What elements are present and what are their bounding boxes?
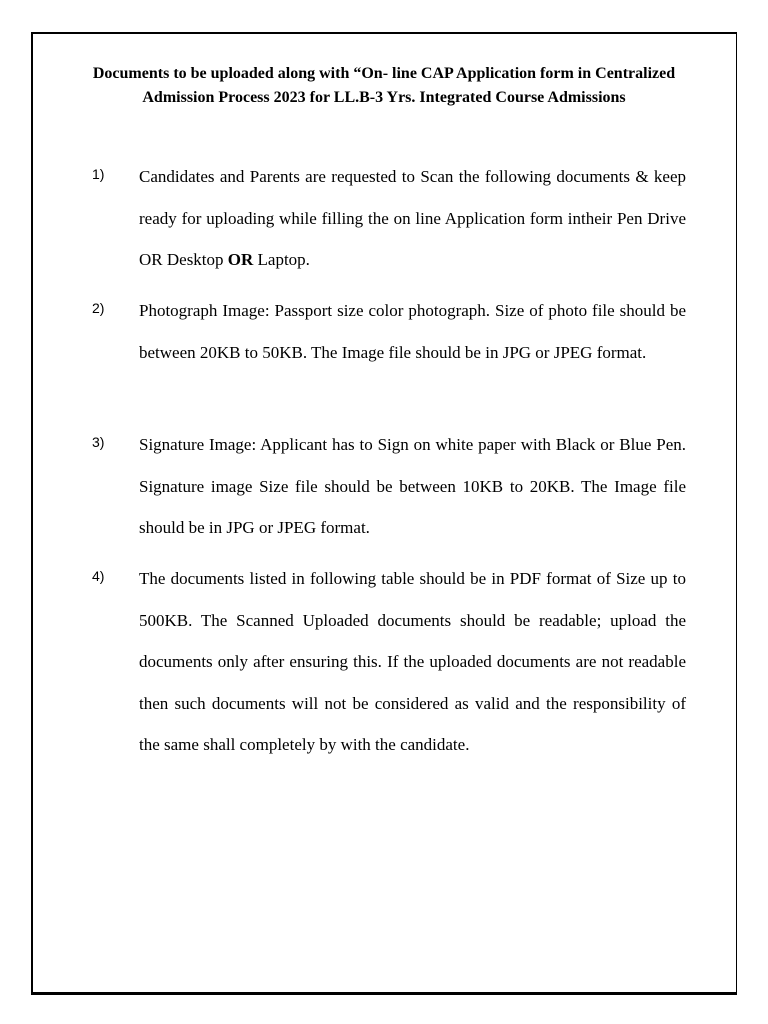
list-item-number: 3) bbox=[92, 434, 105, 450]
list-item-text: Signature Image: Applicant has to Sign on white paper with Black or Blue Pen. Signature image Size file should be between 10KB to 20KB. The Image file should be in JPG or JPEG format. bbox=[139, 435, 686, 537]
list-item-number: 2) bbox=[92, 300, 105, 316]
list-item-text-part: Laptop. bbox=[253, 250, 310, 269]
list-item-text-bold: OR bbox=[227, 250, 254, 269]
document-title: Documents to be uploaded along with “On- line CAP Application form in Centralized Admission Process 2023 for LL.B-3 Yrs. Integrated Course Admissions bbox=[92, 65, 676, 106]
list-item-text: The documents listed in following table should be in PDF format of Size up to 500KB. The Scanned Uploaded documents should be readable; upload the documents only after ensuring this. If the uploaded documents are not readable then such documents will not be considered as valid and the responsibility of the same shall completely by with the candidate. bbox=[139, 569, 686, 754]
list-item-number: 1) bbox=[92, 166, 105, 182]
list-item-text: Photograph Image: Passport size color photograph. Size of photo file should be between 20KB to 50KB. The Image file should be in JPG or JPEG format. bbox=[139, 301, 686, 362]
list-item-number: 4) bbox=[92, 568, 105, 584]
list-item-text bbox=[139, 156, 686, 281]
list-item-text-part: Candidates and Parents are requested to Scan the following documents & keep ready for uploading while filling the on line Application form intheir Pen Drive OR Desktop bbox=[139, 167, 686, 269]
